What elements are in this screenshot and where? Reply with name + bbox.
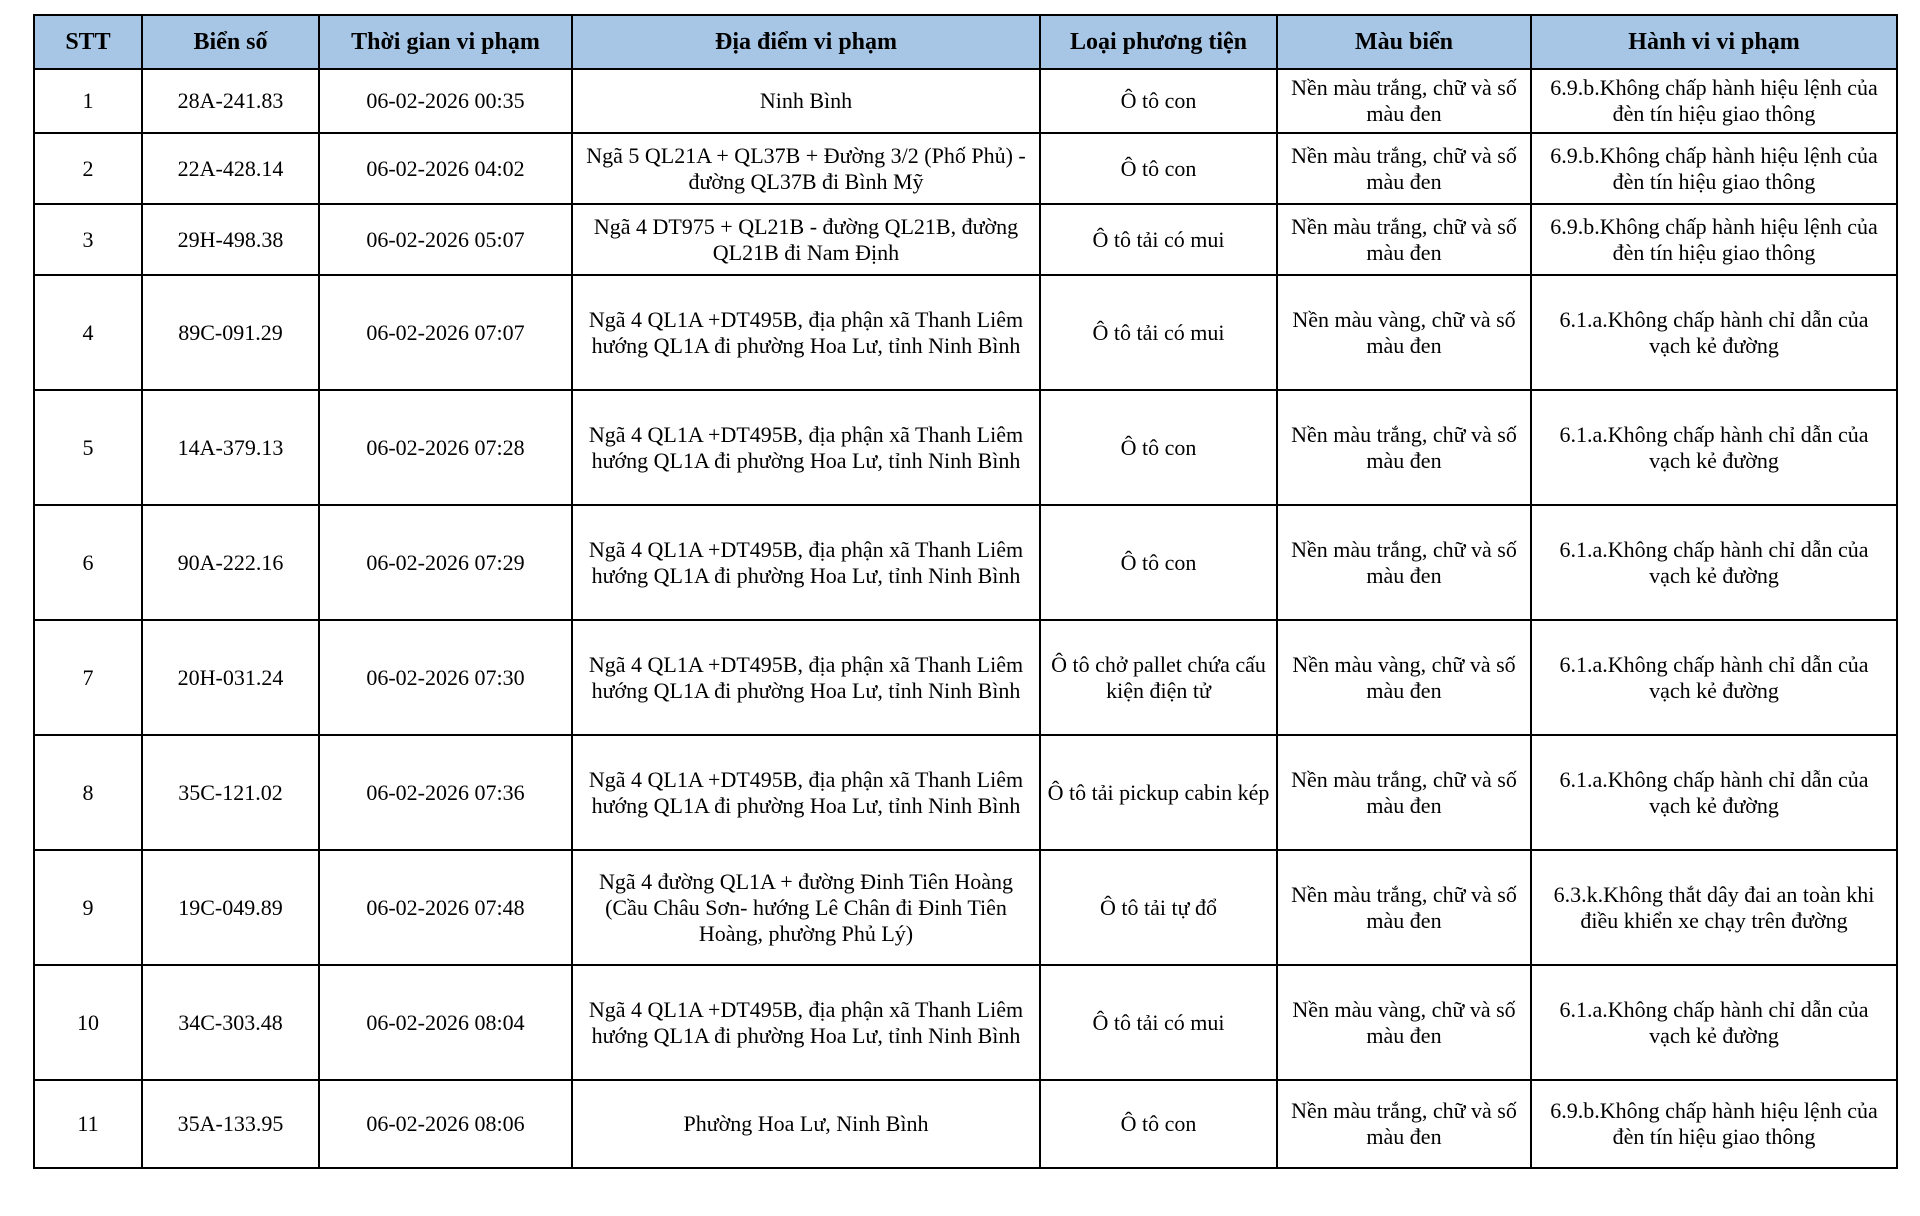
cell-plate: 19C-049.89 — [142, 850, 319, 965]
cell-location: Phường Hoa Lư, Ninh Bình — [572, 1080, 1040, 1168]
cell-time: 06-02-2026 07:29 — [319, 505, 572, 620]
cell-plate-color: Nền màu trắng, chữ và số màu đen — [1277, 735, 1531, 850]
cell-location: Ninh Bình — [572, 69, 1040, 133]
cell-plate-color: Nền màu trắng, chữ và số màu đen — [1277, 133, 1531, 204]
cell-violation: 6.9.b.Không chấp hành hiệu lệnh của đèn tín hiệu giao thông — [1531, 204, 1897, 275]
cell-plate: 22A-428.14 — [142, 133, 319, 204]
cell-time: 06-02-2026 04:02 — [319, 133, 572, 204]
header-row — [34, 15, 1897, 69]
cell-stt: 8 — [34, 735, 142, 850]
cell-stt: 4 — [34, 275, 142, 390]
cell-plate: 35C-121.02 — [142, 735, 319, 850]
table-row — [34, 1080, 1897, 1168]
table-row — [34, 204, 1897, 275]
cell-vehicle-type: Ô tô con — [1040, 1080, 1277, 1168]
header-vehicle-type: Loại phương tiện — [1040, 15, 1277, 69]
header-plate: Biển số — [142, 15, 319, 69]
table-row — [34, 69, 1897, 133]
cell-violation: 6.9.b.Không chấp hành hiệu lệnh của đèn tín hiệu giao thông — [1531, 69, 1897, 133]
table-row — [34, 620, 1897, 735]
table-row — [34, 505, 1897, 620]
cell-plate: 14A-379.13 — [142, 390, 319, 505]
cell-stt: 2 — [34, 133, 142, 204]
cell-violation: 6.1.a.Không chấp hành chỉ dẫn của vạch kẻ đường — [1531, 965, 1897, 1080]
violations-table — [33, 14, 1898, 1169]
cell-location: Ngã 4 DT975 + QL21B - đường QL21B, đường QL21B đi Nam Định — [572, 204, 1040, 275]
cell-violation: 6.1.a.Không chấp hành chỉ dẫn của vạch kẻ đường — [1531, 275, 1897, 390]
cell-location: Ngã 4 đường QL1A + đường Đinh Tiên Hoàng (Cầu Châu Sơn- hướng Lê Chân đi Đinh Tiên Hoàng, phường Phủ Lý) — [572, 850, 1040, 965]
cell-stt: 6 — [34, 505, 142, 620]
cell-stt: 5 — [34, 390, 142, 505]
header-plate-color: Màu biển — [1277, 15, 1531, 69]
cell-plate: 20H-031.24 — [142, 620, 319, 735]
cell-plate: 89C-091.29 — [142, 275, 319, 390]
cell-stt: 11 — [34, 1080, 142, 1168]
cell-violation: 6.3.k.Không thắt dây đai an toàn khi điều khiển xe chạy trên đường — [1531, 850, 1897, 965]
cell-plate-color: Nền màu vàng, chữ và số màu đen — [1277, 620, 1531, 735]
cell-location: Ngã 5 QL21A + QL37B + Đường 3/2 (Phố Phủ) - đường QL37B đi Bình Mỹ — [572, 133, 1040, 204]
cell-vehicle-type: Ô tô con — [1040, 390, 1277, 505]
cell-location: Ngã 4 QL1A +DT495B, địa phận xã Thanh Liêm hướng QL1A đi phường Hoa Lư, tỉnh Ninh Bình — [572, 735, 1040, 850]
cell-time: 06-02-2026 08:06 — [319, 1080, 572, 1168]
table-row — [34, 850, 1897, 965]
cell-time: 06-02-2026 08:04 — [319, 965, 572, 1080]
cell-stt: 1 — [34, 69, 142, 133]
cell-plate: 29H-498.38 — [142, 204, 319, 275]
header-stt: STT — [34, 15, 142, 69]
cell-vehicle-type: Ô tô con — [1040, 505, 1277, 620]
cell-violation: 6.9.b.Không chấp hành hiệu lệnh của đèn tín hiệu giao thông — [1531, 1080, 1897, 1168]
cell-vehicle-type: Ô tô tải có mui — [1040, 204, 1277, 275]
header-location: Địa điểm vi phạm — [572, 15, 1040, 69]
cell-plate-color: Nền màu trắng, chữ và số màu đen — [1277, 505, 1531, 620]
header-time: Thời gian vi phạm — [319, 15, 572, 69]
cell-plate: 34C-303.48 — [142, 965, 319, 1080]
cell-time: 06-02-2026 05:07 — [319, 204, 572, 275]
cell-time: 06-02-2026 00:35 — [319, 69, 572, 133]
cell-vehicle-type: Ô tô con — [1040, 133, 1277, 204]
table-row — [34, 390, 1897, 505]
cell-plate-color: Nền màu vàng, chữ và số màu đen — [1277, 965, 1531, 1080]
cell-time: 06-02-2026 07:48 — [319, 850, 572, 965]
cell-vehicle-type: Ô tô tải pickup cabin kép — [1040, 735, 1277, 850]
table-row — [34, 735, 1897, 850]
cell-plate: 35A-133.95 — [142, 1080, 319, 1168]
cell-time: 06-02-2026 07:30 — [319, 620, 572, 735]
cell-stt: 9 — [34, 850, 142, 965]
cell-violation: 6.1.a.Không chấp hành chỉ dẫn của vạch kẻ đường — [1531, 620, 1897, 735]
table-row — [34, 965, 1897, 1080]
cell-plate-color: Nền màu vàng, chữ và số màu đen — [1277, 275, 1531, 390]
cell-stt: 10 — [34, 965, 142, 1080]
cell-location: Ngã 4 QL1A +DT495B, địa phận xã Thanh Liêm hướng QL1A đi phường Hoa Lư, tỉnh Ninh Bình — [572, 505, 1040, 620]
cell-stt: 3 — [34, 204, 142, 275]
cell-location: Ngã 4 QL1A +DT495B, địa phận xã Thanh Liêm hướng QL1A đi phường Hoa Lư, tỉnh Ninh Bình — [572, 965, 1040, 1080]
cell-violation: 6.1.a.Không chấp hành chỉ dẫn của vạch kẻ đường — [1531, 390, 1897, 505]
cell-vehicle-type: Ô tô tải tự đổ — [1040, 850, 1277, 965]
cell-violation: 6.1.a.Không chấp hành chỉ dẫn của vạch kẻ đường — [1531, 735, 1897, 850]
cell-plate-color: Nền màu trắng, chữ và số màu đen — [1277, 390, 1531, 505]
cell-location: Ngã 4 QL1A +DT495B, địa phận xã Thanh Liêm hướng QL1A đi phường Hoa Lư, tỉnh Ninh Bình — [572, 390, 1040, 505]
header-violation: Hành vi vi phạm — [1531, 15, 1897, 69]
cell-plate: 28A-241.83 — [142, 69, 319, 133]
cell-plate-color: Nền màu trắng, chữ và số màu đen — [1277, 1080, 1531, 1168]
cell-vehicle-type: Ô tô tải có mui — [1040, 275, 1277, 390]
cell-location: Ngã 4 QL1A +DT495B, địa phận xã Thanh Liêm hướng QL1A đi phường Hoa Lư, tỉnh Ninh Bình — [572, 620, 1040, 735]
cell-time: 06-02-2026 07:36 — [319, 735, 572, 850]
table-row — [34, 275, 1897, 390]
cell-vehicle-type: Ô tô chở pallet chứa cấu kiện điện tử — [1040, 620, 1277, 735]
cell-vehicle-type: Ô tô tải có mui — [1040, 965, 1277, 1080]
cell-vehicle-type: Ô tô con — [1040, 69, 1277, 133]
cell-plate-color: Nền màu trắng, chữ và số màu đen — [1277, 204, 1531, 275]
cell-violation: 6.9.b.Không chấp hành hiệu lệnh của đèn tín hiệu giao thông — [1531, 133, 1897, 204]
cell-violation: 6.1.a.Không chấp hành chỉ dẫn của vạch kẻ đường — [1531, 505, 1897, 620]
cell-plate-color: Nền màu trắng, chữ và số màu đen — [1277, 69, 1531, 133]
cell-plate-color: Nền màu trắng, chữ và số màu đen — [1277, 850, 1531, 965]
cell-location: Ngã 4 QL1A +DT495B, địa phận xã Thanh Liêm hướng QL1A đi phường Hoa Lư, tỉnh Ninh Bình — [572, 275, 1040, 390]
cell-time: 06-02-2026 07:28 — [319, 390, 572, 505]
cell-stt: 7 — [34, 620, 142, 735]
cell-plate: 90A-222.16 — [142, 505, 319, 620]
table-row — [34, 133, 1897, 204]
cell-time: 06-02-2026 07:07 — [319, 275, 572, 390]
